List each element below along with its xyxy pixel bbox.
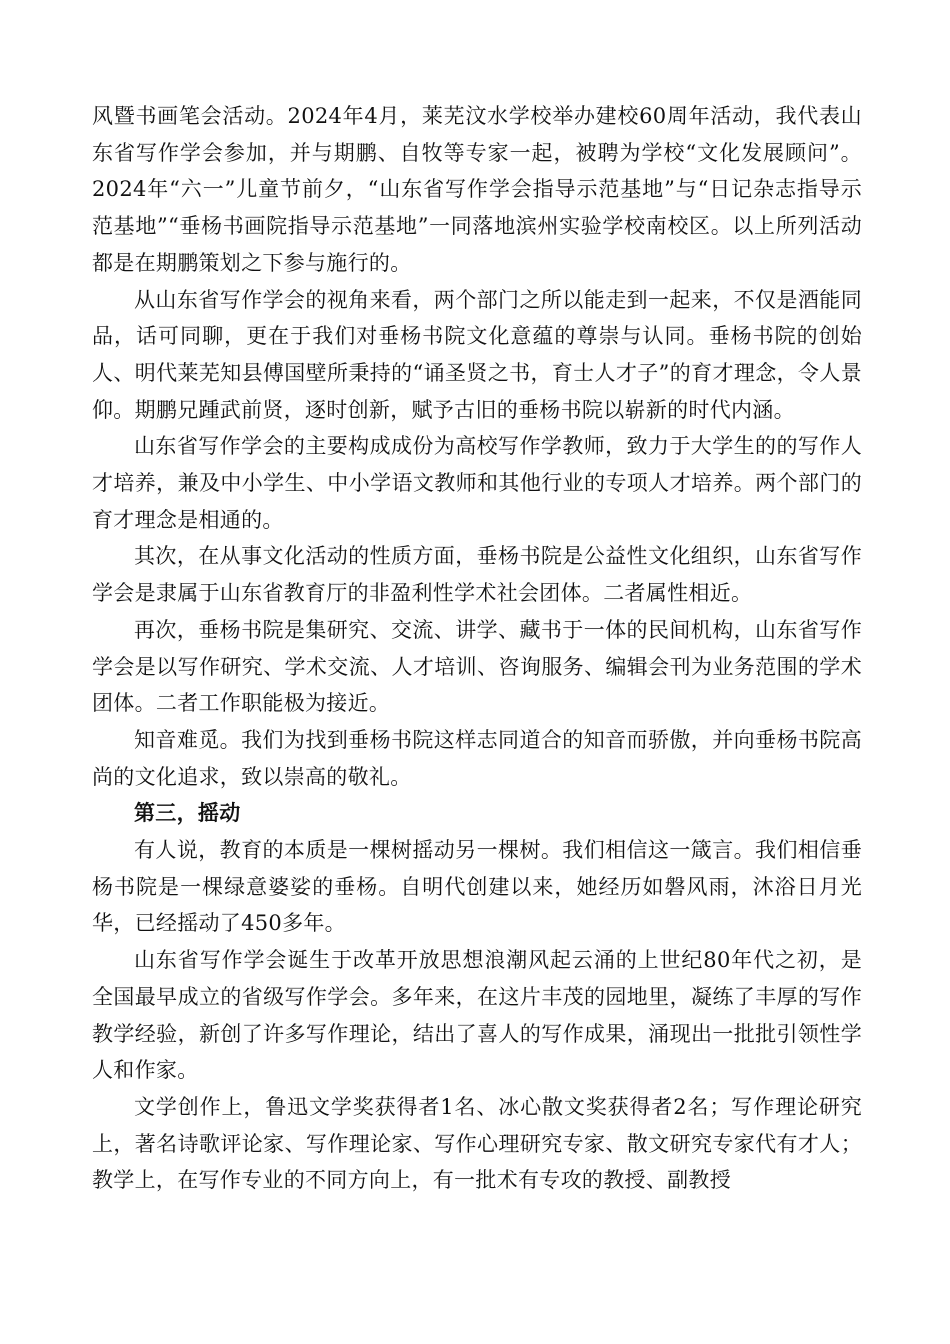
paragraph: 从山东省写作学会的视角来看，两个部门之所以能走到一起来，不仅是酒能同品，话可同聊，更在于我们对垂杨书院文化意蕴的尊崇与认同。垂杨书院的创始人、明代莱芜知县傅国壁所秉持的“诵圣贤之书，育士人才子”的育才理念，令人景仰。期鹏兄踵武前贤，逐时创新，赋予古旧的垂杨书院以崭新的时代内涵。 <box>92 287 862 422</box>
paragraph: 知音难觅。我们为找到垂杨书院这样志同道合的知音而骄傲，并向垂杨书院高尚的文化追求，致以崇高的敬礼。 <box>92 727 862 789</box>
section-heading: 第三，摇动 <box>134 801 241 826</box>
paragraph: 文学创作上，鲁迅文学奖获得者1名、冰心散文奖获得者2名；写作理论研究上，著名诗歌评论家、写作理论家、写作心理研究专家、散文研究专家代有才人；教学上，在写作专业的不同方向上，有一批术有专攻的教授、副教授 <box>92 1094 862 1193</box>
paragraph: 再次，垂杨书院是集研究、交流、讲学、藏书于一体的民间机构，山东省写作学会是以写作研究、学术交流、人才培训、咨询服务、编辑会刊为业务范围的学术团体。二者工作职能极为接近。 <box>92 617 862 716</box>
paragraph: 其次，在从事文化活动的性质方面，垂杨书院是公益性文化组织，山东省写作学会是隶属于山东省教育厅的非盈利性学术社会团体。二者属性相近。 <box>92 544 862 606</box>
document-page <box>92 98 862 1199</box>
paragraph: 有人说，教育的本质是一棵树摇动另一棵树。我们相信这一箴言。我们相信垂杨书院是一棵绿意婆娑的垂杨。自明代创建以来，她经历如磐风雨，沐浴日月光华，已经摇动了450多年。 <box>92 838 862 936</box>
paragraph-continued: 风暨书画笔会活动。2024年4月，莱芜汶水学校举办建校60周年活动，我代表山东省写作学会参加，并与期鹏、自牧等专家一起，被聘为学校“文化发展顾问”。2024年“六一”儿童节前夕，“山东省写作学会指导示范基地”与“日记杂志指导示范基地”“垂杨书画院指导示范基地”一同落地滨州实验学校南校区。以上所列活动都是在期鹏策划之下参与施行的。 <box>92 104 862 275</box>
paragraph: 山东省写作学会诞生于改革开放思想浪潮风起云涌的上世纪80年代之初，是全国最早成立的省级写作学会。多年来，在这片丰茂的园地里，凝练了丰厚的写作教学经验，新创了许多写作理论，结出了喜人的写作成果，涌现出一批批引领性学人和作家。 <box>92 948 862 1083</box>
paragraph: 山东省写作学会的主要构成成份为高校写作学教师，致力于大学生的的写作人才培养，兼及中小学生、中小学语文教师和其他行业的专项人才培养。两个部门的育才理念是相通的。 <box>92 434 862 532</box>
